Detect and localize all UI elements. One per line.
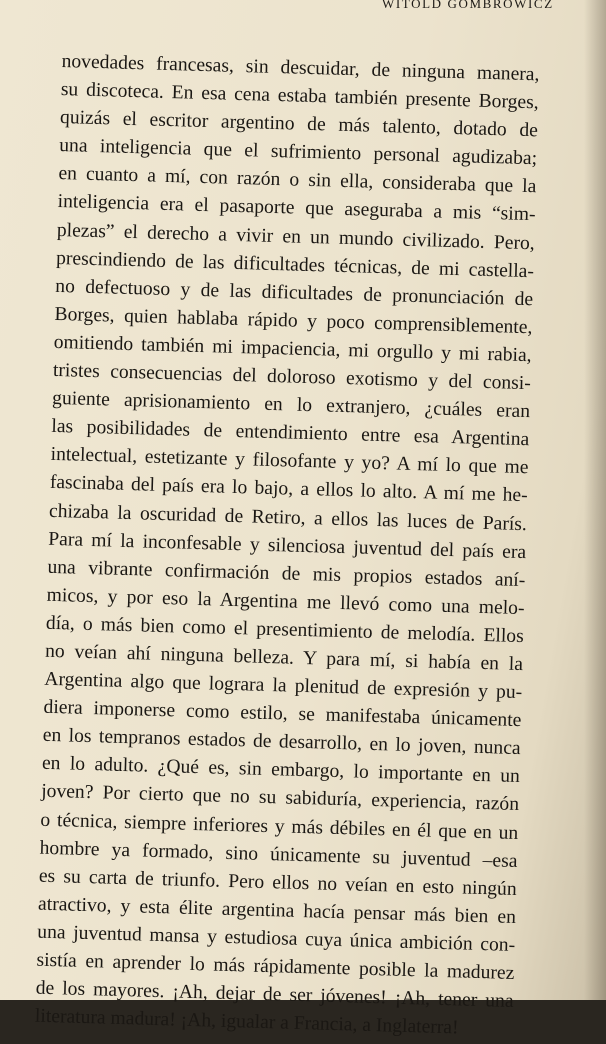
page-edge-shadow [584, 0, 606, 1000]
text-line: o técnica, siempre inferiores y más débiles en él que en un [40, 809, 519, 844]
text-line: de los mayores. ¡Ah, dejar de ser jóvenes! ¡Ah, tener una [35, 977, 514, 1013]
text-line: literatura madura! ¡Ah, igualar a Francia, a Inglaterra! [34, 1005, 459, 1039]
text-line: Para mí la inconfesable y silenciosa juventud del país era [47, 528, 527, 563]
text-line: en lo adulto. ¿Qué es, sin embargo, lo importante en un [41, 753, 521, 788]
text-line: sistía en aprender lo más rápidamente posible la madurez [36, 949, 515, 984]
text-line: atractivo, y esta élite argentina hacía pensar más bien en [37, 893, 517, 928]
text-line: novedades francesas, sin descuidar, de ninguna manera, [61, 50, 540, 86]
body-text [35, 48, 540, 1044]
running-head: WITOLD GOMBROWICZ [382, 0, 554, 11]
text-line: una juventud mansa y estudiosa cuya única ambición con- [37, 921, 516, 956]
text-line: hombre ya formado, sino únicamente su juventud –esa [39, 837, 518, 872]
text-line: día, o más bien como el presentimiento de melodía. Ellos [45, 612, 525, 647]
text-line: intelectual, estetizante y filosofante y yo? A mí lo que me [50, 444, 529, 479]
text-line: joven? Por cierto que no su sabiduría, experiencia, razón [40, 781, 520, 816]
text-line: en los tempranos estados de desarrollo, en lo joven, nunca [42, 724, 521, 760]
text-line: fascinaba del país era lo bajo, a ellos lo alto. A mí me he- [49, 472, 528, 507]
text-line: es su carta de triunfo. Pero ellos no veían en esto ningún [38, 865, 517, 900]
text-line: tristes consecuencias del doloroso exotismo y del consi- [52, 359, 532, 395]
text-line: plezas” el derecho a vivir en un mundo civilizado. Pero, [56, 219, 536, 254]
text-line: diera imponerse como estilo, se manifestaba únicamente [43, 696, 522, 732]
text-line: no veían ahí ninguna belleza. Y para mí, si había en la [44, 640, 524, 676]
text-line: Borges, quien hablaba rápido y poco comprensiblemente, [54, 303, 533, 339]
text-line: una vibrante confirmación de mis propios estados aní- [47, 556, 526, 591]
text-line: su discoteca. En esa cena estaba también presente Borges, [60, 79, 539, 114]
text-line: no defectuoso y de las dificultades de pronunciación de [55, 275, 534, 310]
text-line: omitiendo también mi impaciencia, mi orgullo y mi rabia, [53, 331, 532, 367]
text-line: micos, y por eso la Argentina me llevó como una melo- [46, 584, 525, 619]
text-line: Argentina algo que lograra la plenitud de expresión y pu- [44, 668, 523, 704]
text-line: quizás el escritor argentino de más talento, dotado de [59, 107, 539, 142]
text-line: guiente aprisionamiento en lo extranjero, ¿cuáles eran [51, 387, 531, 423]
text-line: las posibilidades de entendimiento entre esa Argentina [51, 416, 530, 451]
text-line: una inteligencia que el sufrimiento personal agudizaba; [58, 135, 538, 170]
text-line: chizaba la oscuridad de Retiro, a ellos las luces de París. [48, 500, 528, 535]
text-line: prescindiendo de las dificultades técnicas, de mi castella- [55, 247, 535, 282]
text-line: en cuanto a mí, con razón o sin ella, consideraba que la [58, 163, 537, 198]
text-line: inteligencia era el pasaporte que aseguraba a mis “sim- [57, 191, 536, 226]
